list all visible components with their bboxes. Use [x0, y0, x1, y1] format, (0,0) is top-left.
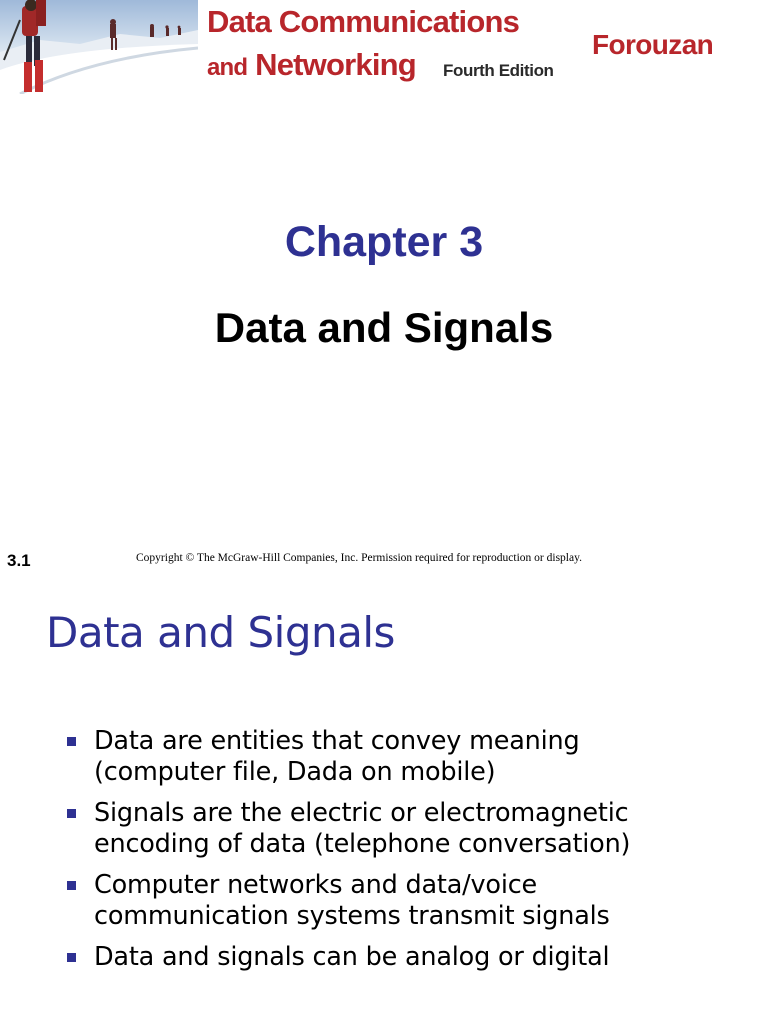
bullet-list	[66, 726, 746, 983]
chapter-title: Data and Signals	[214, 304, 554, 351]
slide-number: 3.1	[7, 551, 31, 570]
bullet-line1: Computer networks and data/voice	[94, 870, 538, 900]
slide-data-and-signals	[0, 586, 768, 1024]
bullet-item	[66, 942, 746, 973]
book-title-networking: Networking	[255, 47, 416, 82]
square-bullet-icon	[67, 809, 76, 818]
book-title-line1: Data Communications	[207, 4, 520, 39]
bullet-line2: (computer file, Dada on mobile)	[94, 757, 496, 787]
slide-heading: Data and Signals	[46, 608, 395, 657]
bullet-line2: encoding of data (telephone conversation)	[94, 829, 631, 859]
book-banner	[0, 0, 768, 94]
author-name: Forouzan	[592, 29, 714, 60]
book-title-line2	[207, 47, 416, 83]
square-bullet-icon	[67, 881, 76, 890]
book-edition: Fourth Edition	[443, 61, 554, 80]
bullet-line2: communication systems transmit signals	[94, 901, 610, 931]
bullet-item	[66, 726, 746, 788]
chapter-label: Chapter 3	[284, 218, 484, 266]
mountaineers-photo	[0, 0, 198, 94]
bullet-line1: Data are entities that convey meaning	[94, 726, 580, 756]
book-title-and: and	[207, 54, 248, 81]
bullet-item	[66, 798, 746, 860]
bullet-item	[66, 870, 746, 932]
square-bullet-icon	[67, 737, 76, 746]
bullet-line1: Data and signals can be analog or digital	[94, 942, 610, 972]
copyright-notice: Copyright © The McGraw-Hill Companies, Inc. Permission required for reproduction or display.	[136, 552, 582, 564]
bullet-line1: Signals are the electric or electromagnetic	[94, 798, 629, 828]
square-bullet-icon	[67, 953, 76, 962]
